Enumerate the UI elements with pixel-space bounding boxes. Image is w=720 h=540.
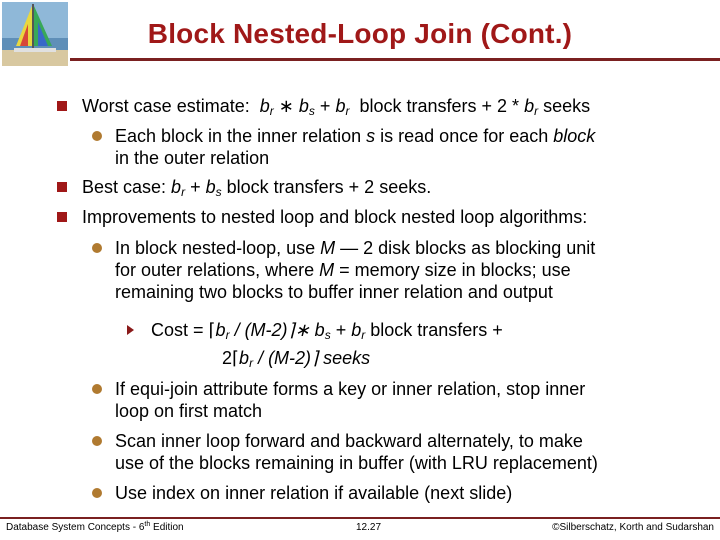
scan-line-2: use of the blocks remaining in buffer (with LRU replacement) (115, 453, 598, 473)
r-subscript: r (345, 104, 350, 118)
title-underline (70, 58, 720, 61)
equi-join-line-1: If equi-join attribute forms a key or inner relation, stop inner (115, 379, 586, 399)
slide-title: Block Nested-Loop Join (Cont.) (147, 18, 573, 49)
b-symbol: b (524, 96, 535, 116)
s-relation: s (366, 126, 376, 146)
each-block-text: is read once for each (375, 126, 554, 146)
b-symbol: b (298, 96, 309, 116)
each-block-text: Each block in the inner relation (115, 126, 367, 146)
bnl-text: for outer relations, where (115, 260, 320, 280)
worst-case-line (82, 95, 590, 117)
cost-line-2 (222, 347, 370, 369)
b-symbol: b (259, 96, 270, 116)
r-subscript: r (225, 328, 230, 342)
best-case-tail: block transfers + 2 seeks. (221, 177, 432, 197)
round-bullet-icon (92, 488, 102, 498)
b-symbol: b (351, 320, 362, 340)
each-block-line-2: in the outer relation (115, 148, 270, 168)
bnl-text: — 2 disk blocks as blocking unit (335, 238, 596, 258)
round-bullet-icon (92, 436, 102, 446)
cost-text: 2⌈ (222, 348, 240, 368)
b-symbol: b (215, 320, 226, 340)
book-title-text: Edition (150, 522, 184, 533)
r-subscript: r (269, 104, 274, 118)
footer-page-number: 12.27 (356, 522, 382, 533)
footer-rule (0, 517, 720, 519)
m-symbol: M (319, 260, 335, 280)
s-subscript: s (308, 104, 315, 118)
cost-line-1 (151, 319, 503, 341)
book-title-text: Database System Concepts - 6 (6, 522, 145, 533)
r-subscript: r (361, 328, 366, 342)
cost-text: Cost = ⌈ (151, 320, 216, 340)
r-subscript: r (534, 104, 539, 118)
r-subscript: r (249, 356, 254, 370)
round-bullet-icon (92, 243, 102, 253)
s-subscript: s (215, 185, 222, 199)
plus-symbol: + (319, 96, 331, 116)
best-case-line (82, 176, 431, 198)
round-bullet-icon (92, 384, 102, 394)
scan-line-1: Scan inner loop forward and backward alternately, to make (115, 431, 583, 451)
square-bullet-icon (57, 182, 67, 192)
bnl-line-1 (115, 237, 595, 259)
improvements-line: Improvements to nested loop and block nested loop algorithms: (82, 207, 588, 227)
footer-book-title (6, 522, 184, 534)
times-symbol: ∗ (278, 96, 294, 116)
block-emphasis: block (553, 126, 596, 146)
best-case-label: Best case: (82, 177, 172, 197)
bnl-line-2 (115, 259, 571, 281)
round-bullet-icon (92, 131, 102, 141)
plus-symbol: + (190, 177, 201, 197)
cost-text: / (M-2)⌉ seeks (253, 348, 371, 368)
r-subscript: r (181, 185, 186, 199)
cost-text: / (M-2)⌉∗ (229, 320, 315, 340)
index-line: Use index on inner relation if available (next slide) (115, 483, 513, 503)
footer-copyright: ©Silberschatz, Korth and Sudarshan (552, 522, 714, 533)
plus-symbol: + (335, 320, 347, 340)
square-bullet-icon (57, 101, 67, 111)
m-symbol: M (320, 238, 336, 258)
edition-superscript: th (144, 521, 151, 528)
triangle-bullet-icon (127, 325, 134, 335)
bnl-text: = memory size in blocks; use (334, 260, 571, 280)
worst-case-end: seeks (538, 96, 591, 116)
worst-case-label: Worst case estimate: (82, 96, 250, 116)
b-symbol: b (171, 177, 182, 197)
b-symbol: b (205, 177, 216, 197)
each-block-line-1 (115, 125, 595, 147)
equi-join-line-2: loop on first match (115, 401, 263, 421)
bnl-text: In block nested-loop, use (115, 238, 321, 258)
worst-case-tail: block transfers + 2 * (359, 96, 525, 116)
b-symbol: b (239, 348, 250, 368)
bnl-line-3: remaining two blocks to buffer inner relation and output (115, 282, 553, 302)
s-subscript: s (324, 328, 331, 342)
square-bullet-icon (57, 212, 67, 222)
b-symbol: b (335, 96, 346, 116)
cost-text: block transfers + (365, 320, 503, 340)
b-symbol: b (314, 320, 325, 340)
